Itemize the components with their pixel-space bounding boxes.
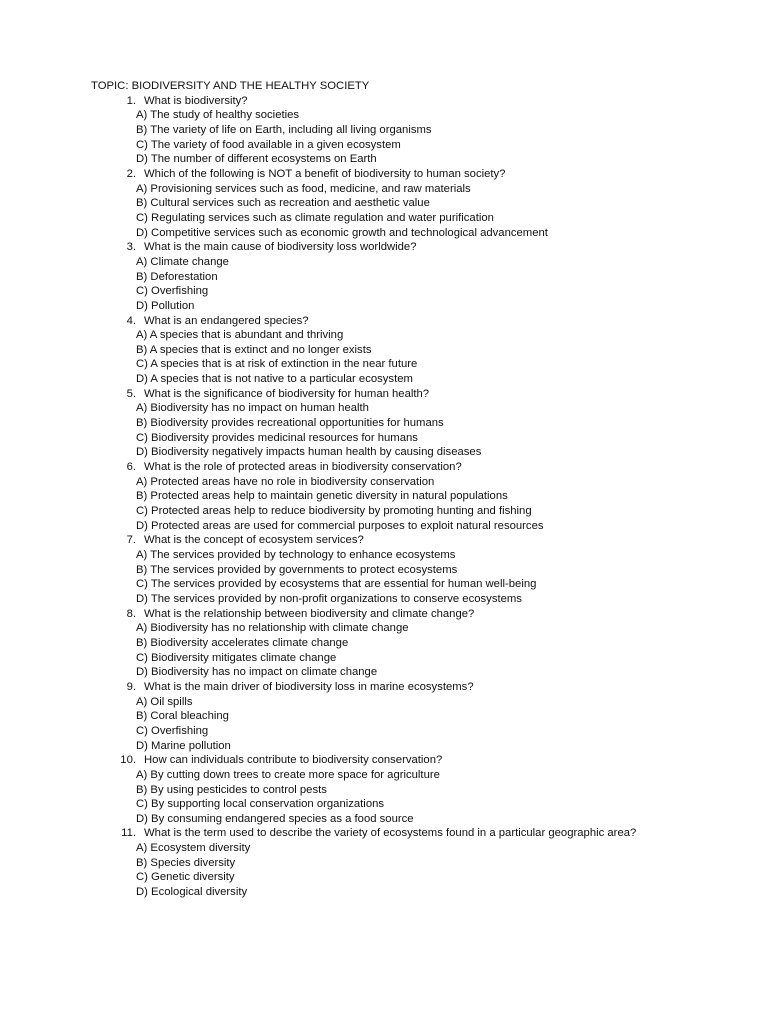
answer-option: A) Biodiversity has no impact on human health: [136, 402, 369, 415]
answer-option: B) Biodiversity provides recreational opportunities for humans: [136, 417, 444, 430]
answer-option: A) Climate change: [136, 255, 229, 268]
question-row: [91, 680, 691, 695]
question-row: [91, 240, 691, 255]
question-row: [91, 314, 691, 329]
question-row: [91, 753, 691, 768]
answer-option: B) Deforestation: [136, 270, 218, 283]
question-text: What is the significance of biodiversity for human health?: [144, 387, 430, 400]
answer-option: C) Regulating services such as climate regulation and water purification: [136, 211, 494, 224]
answer-option: B) Protected areas help to maintain genetic diversity in natural populations: [136, 490, 508, 503]
question-text: What is an endangered species?: [144, 314, 309, 327]
answer-option: C) Biodiversity provides medicinal resources for humans: [136, 431, 418, 444]
answer-option: D) Marine pollution: [136, 739, 231, 752]
question-row: [91, 826, 691, 841]
question-text: What is the role of protected areas in biodiversity conservation?: [144, 461, 462, 474]
answer-option: D) The number of different ecosystems on Earth: [136, 153, 377, 166]
question-text: What is the main driver of biodiversity loss in marine ecosystems?: [144, 680, 474, 693]
topic-heading: TOPIC: BIODIVERSITY AND THE HEALTHY SOCIETY: [91, 80, 370, 92]
answer-option: D) Biodiversity negatively impacts human health by causing diseases: [136, 446, 482, 459]
answer-option: A) Protected areas have no role in biodiversity conservation: [136, 475, 435, 488]
question-number: 7.: [126, 534, 136, 547]
question-text: What is the main cause of biodiversity loss worldwide?: [144, 241, 417, 254]
question-item: [91, 240, 691, 313]
question-item: [91, 94, 691, 167]
answer-option: C) Overfishing: [136, 724, 209, 737]
quiz-document: [91, 79, 691, 900]
answer-option: C) A species that is at risk of extinction in the near future: [136, 358, 418, 371]
question-item: [91, 607, 691, 680]
question-item: [91, 533, 691, 606]
question-row: [91, 94, 691, 109]
question-row: [91, 607, 691, 622]
question-row: [91, 533, 691, 548]
question-item: [91, 753, 691, 826]
question-number: 11.: [121, 827, 136, 840]
answer-option: B) The variety of life on Earth, including all living organisms: [136, 123, 432, 136]
question-number: 5.: [126, 387, 136, 400]
answer-option: C) The variety of food available in a given ecosystem: [136, 138, 401, 151]
answer-option: D) Biodiversity has no impact on climate change: [136, 666, 378, 679]
question-number: 10.: [120, 754, 136, 767]
question-text: What is the term used to describe the variety of ecosystems found in a particular geographic area?: [144, 827, 637, 840]
answer-option: B) By using pesticides to control pests: [136, 783, 327, 796]
answer-option: A) The services provided by technology to enhance ecosystems: [136, 549, 456, 561]
question-row: [91, 460, 691, 475]
answer-option: B) Cultural services such as recreation and aesthetic value: [136, 197, 430, 210]
answer-option: D) A species that is not native to a particular ecosystem: [136, 373, 413, 386]
question-text: What is the relationship between biodiversity and climate change?: [144, 607, 475, 620]
question-item: [91, 680, 691, 753]
question-item: [91, 826, 691, 899]
answer-option: B) The services provided by governments to protect ecosystems: [136, 563, 458, 576]
answer-option: D) By consuming endangered species as a food source: [136, 812, 414, 825]
question-number: 4.: [126, 314, 136, 327]
question-number: 6.: [126, 461, 136, 474]
answer-option: D) Ecological diversity: [136, 886, 248, 899]
answer-option: C) Genetic diversity: [136, 871, 235, 884]
answer-option: C) The services provided by ecosystems that are essential for human well-being: [136, 578, 537, 591]
question-row: [91, 387, 691, 402]
answer-option: C) Overfishing: [136, 285, 209, 298]
question-text: How can individuals contribute to biodiversity conservation?: [144, 754, 443, 767]
question-item: [91, 460, 691, 533]
answer-option: A) Provisioning services such as food, medicine, and raw materials: [136, 182, 471, 195]
question-number: 2.: [126, 167, 136, 180]
answer-option: C) Protected areas help to reduce biodiversity by promoting hunting and fishing: [136, 505, 532, 518]
answer-option: A) By cutting down trees to create more space for agriculture: [136, 768, 440, 781]
question-text: Which of the following is NOT a benefit of biodiversity to human society?: [144, 167, 506, 180]
answer-option: A) Biodiversity has no relationship with climate change: [136, 622, 409, 635]
answer-option: B) Species diversity: [136, 856, 236, 869]
answer-option: B) A species that is extinct and no longer exists: [136, 343, 372, 356]
answer-option: A) Ecosystem diversity: [136, 842, 251, 855]
answer-option: D) Competitive services such as economic growth and technological advancement: [136, 226, 548, 239]
question-item: [91, 387, 691, 460]
question-row: [91, 167, 691, 182]
question-list: [91, 94, 691, 900]
question-item: [91, 314, 691, 387]
question-number: 3.: [126, 241, 136, 254]
answer-option: D) The services provided by non-profit organizations to conserve ecosystems: [136, 592, 522, 605]
answer-option: A) Oil spills: [136, 695, 193, 708]
question-text: What is biodiversity?: [144, 94, 248, 107]
answer-option: A) A species that is abundant and thriving: [136, 329, 344, 342]
answer-option: D) Protected areas are used for commercial purposes to exploit natural resources: [136, 519, 544, 532]
answer-option: A) The study of healthy societies: [136, 109, 300, 122]
question-number: 8.: [126, 607, 136, 620]
question-number: 9.: [126, 680, 136, 693]
answer-option: B) Coral bleaching: [136, 710, 229, 723]
answer-option: B) Biodiversity accelerates climate change: [136, 636, 349, 649]
answer-option: C) Biodiversity mitigates climate change: [136, 651, 337, 664]
question-text: What is the concept of ecosystem services?: [144, 534, 364, 547]
question-item: [91, 167, 691, 240]
answer-option: C) By supporting local conservation organizations: [136, 798, 385, 811]
answer-option: D) Pollution: [136, 299, 195, 312]
question-number: 1.: [126, 94, 136, 107]
